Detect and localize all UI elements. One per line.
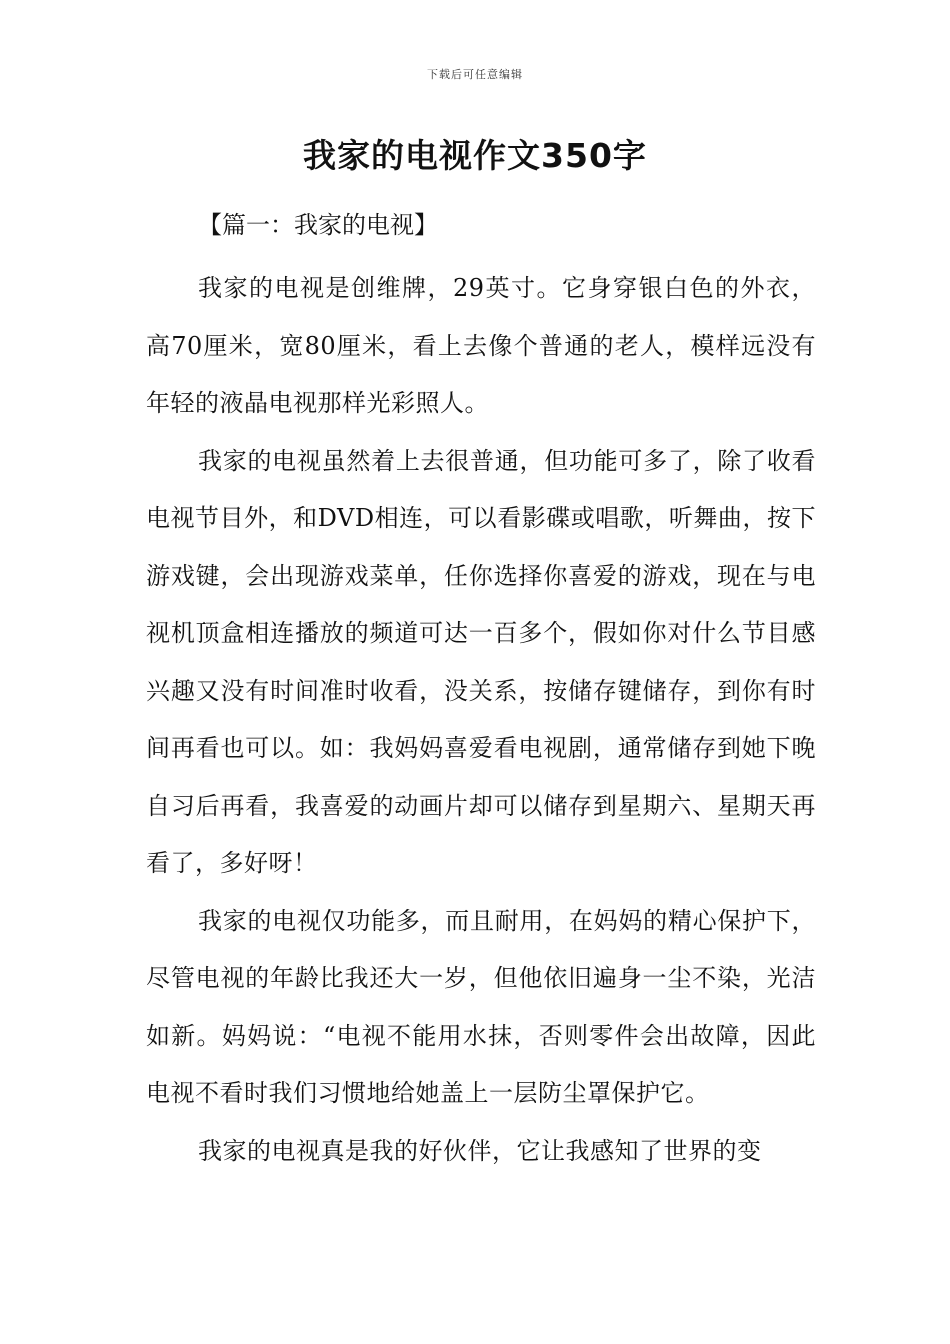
section-heading: 【篇一：我家的电视】 (198, 211, 438, 239)
paragraph-2: 我家的电视虽然着上去很普通，但功能可多了，除了收看电视节目外，和DVD相连，可以看影碟或唱歌，听舞曲，按下游戏键，会出现游戏菜单，任你选择你喜爱的游戏，现在与电视机顶盒相连播放的频道可达一百多个，假如你对什么节目感兴趣又没有时间准时收看，没关系，按储存键储存，到你有时间再看也可以。如：我妈妈喜爱看电视剧，通常储存到她下晚自习后再看，我喜爱的动画片却可以储存到星期六、星期天再看了，多好呀！ (146, 446, 816, 877)
paragraph-4: 我家的电视真是我的好伙伴，它让我感知了世界的变 (198, 1136, 762, 1165)
paragraph-1: 我家的电视是创维牌，29英寸。它身穿银白色的外衣，高70厘米，宽80厘米，看上去像个普通的老人，模样远没有年轻的液晶电视那样光彩照人。 (146, 274, 816, 417)
page-header-note: 下载后可任意编辑 (427, 68, 523, 81)
paragraph-3: 我家的电视仅功能多，而且耐用，在妈妈的精心保护下，尽管电视的年龄比我还大一岁，但他依旧遍身一尘不染，光洁如新。妈妈说：“电视不能用水抹，否则零件会出故障，因此电视不看时我们习惯地给她盖上一层防尘罩保护它。 (146, 906, 816, 1107)
document-body (146, 203, 816, 1180)
document-title: 我家的电视作文350字 (303, 136, 647, 175)
